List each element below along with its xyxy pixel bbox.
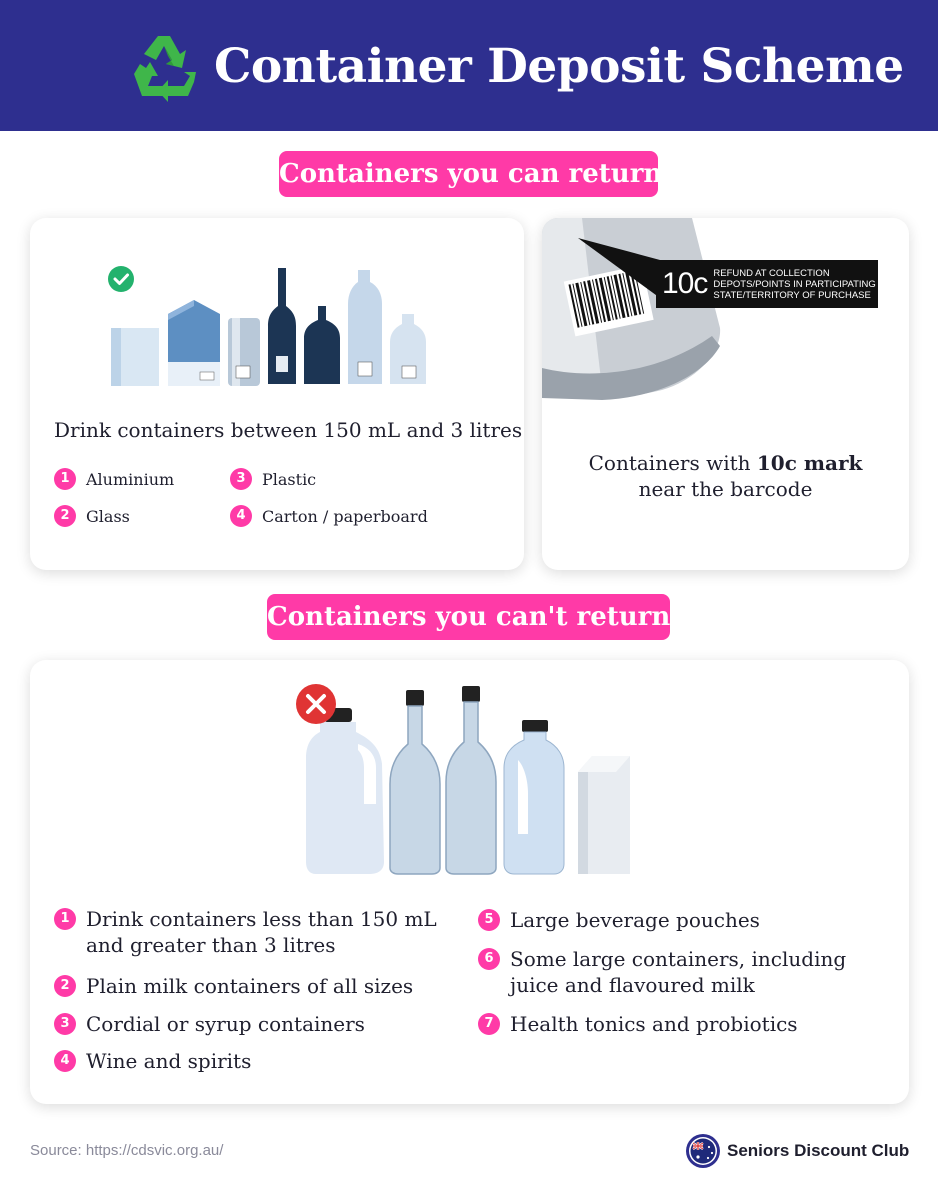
- material-label: Plastic: [262, 469, 317, 489]
- 10c-mark-card: [542, 218, 909, 570]
- mark-text: [713, 268, 875, 301]
- list-item: [54, 973, 413, 999]
- list-item: [478, 907, 760, 933]
- brand-name: Seniors Discount Club: [727, 1141, 910, 1160]
- item-text: [86, 906, 437, 958]
- list-item: [54, 906, 437, 958]
- number-badge: 3: [230, 468, 252, 490]
- list-item: [478, 946, 846, 998]
- brand-logo-lockup: [685, 1133, 909, 1169]
- number-badge: 1: [54, 908, 76, 930]
- x-icon: [296, 684, 336, 724]
- material-label: Glass: [86, 506, 130, 526]
- material-label: Carton / paperboard: [262, 506, 428, 526]
- returnable-heading: Drink containers between 150 mL and 3 litres: [54, 418, 523, 442]
- item-line: Some large containers, including: [510, 947, 847, 971]
- number-badge: 7: [478, 1013, 500, 1035]
- page-title: Container Deposit Scheme: [214, 38, 904, 94]
- list-item: [54, 1011, 365, 1037]
- item-text: [510, 946, 846, 998]
- caption-bold: 10c mark: [756, 451, 863, 475]
- caption-line: near the barcode: [638, 477, 813, 501]
- caption-prefix: Containers with: [588, 451, 757, 475]
- header-content: [128, 30, 904, 102]
- mark-text-line: STATE/TERRITORY OF PURCHASE: [713, 289, 871, 301]
- item-line: Health tonics and probiotics: [510, 1012, 798, 1036]
- cant-return-pill: Containers you can't return: [267, 594, 670, 640]
- cant-return-card: [30, 660, 909, 1104]
- mark-text-line: REFUND AT COLLECTION: [713, 267, 830, 279]
- can-return-pill: Containers you can return: [279, 151, 658, 197]
- list-item: [478, 1011, 798, 1037]
- non-returnable-containers-illustration: [296, 684, 636, 879]
- material-item: [230, 504, 428, 528]
- returnable-containers-illustration: [108, 266, 438, 396]
- number-badge: 5: [478, 909, 500, 931]
- item-line: Wine and spirits: [86, 1049, 252, 1073]
- mark-pointer-icon: [578, 238, 668, 298]
- material-item: [54, 467, 174, 491]
- 10c-mark-caption: [542, 450, 909, 502]
- number-badge: 2: [54, 505, 76, 527]
- item-line: Plain milk containers of all sizes: [86, 974, 414, 998]
- item-line: and greater than 3 litres: [86, 933, 336, 957]
- item-line: Drink containers less than 150 mL: [86, 907, 437, 931]
- check-icon: [108, 266, 134, 292]
- number-badge: 4: [54, 1050, 76, 1072]
- recycle-icon: [128, 30, 200, 102]
- australia-flag-logo-icon: [685, 1133, 721, 1169]
- list-item: [54, 1048, 251, 1074]
- caption-line: [542, 450, 909, 476]
- number-badge: 6: [478, 948, 500, 970]
- item-line: juice and flavoured milk: [510, 973, 755, 997]
- mark-value: 10c: [662, 267, 708, 300]
- material-label: Aluminium: [86, 469, 175, 489]
- number-badge: 4: [230, 505, 252, 527]
- material-item: [230, 467, 316, 491]
- 10c-refund-mark: [656, 260, 878, 308]
- number-badge: 2: [54, 975, 76, 997]
- mark-text-line: DEPOTS/POINTS IN PARTICIPATING: [713, 278, 876, 290]
- item-line: Cordial or syrup containers: [86, 1012, 365, 1036]
- number-badge: 1: [54, 468, 76, 490]
- can-return-card: [30, 218, 524, 570]
- source-link[interactable]: Source: https://cdsvic.org.au/: [30, 1142, 224, 1159]
- item-line: Large beverage pouches: [510, 908, 760, 932]
- header-banner: [0, 0, 938, 131]
- material-item: [54, 504, 130, 528]
- number-badge: 3: [54, 1013, 76, 1035]
